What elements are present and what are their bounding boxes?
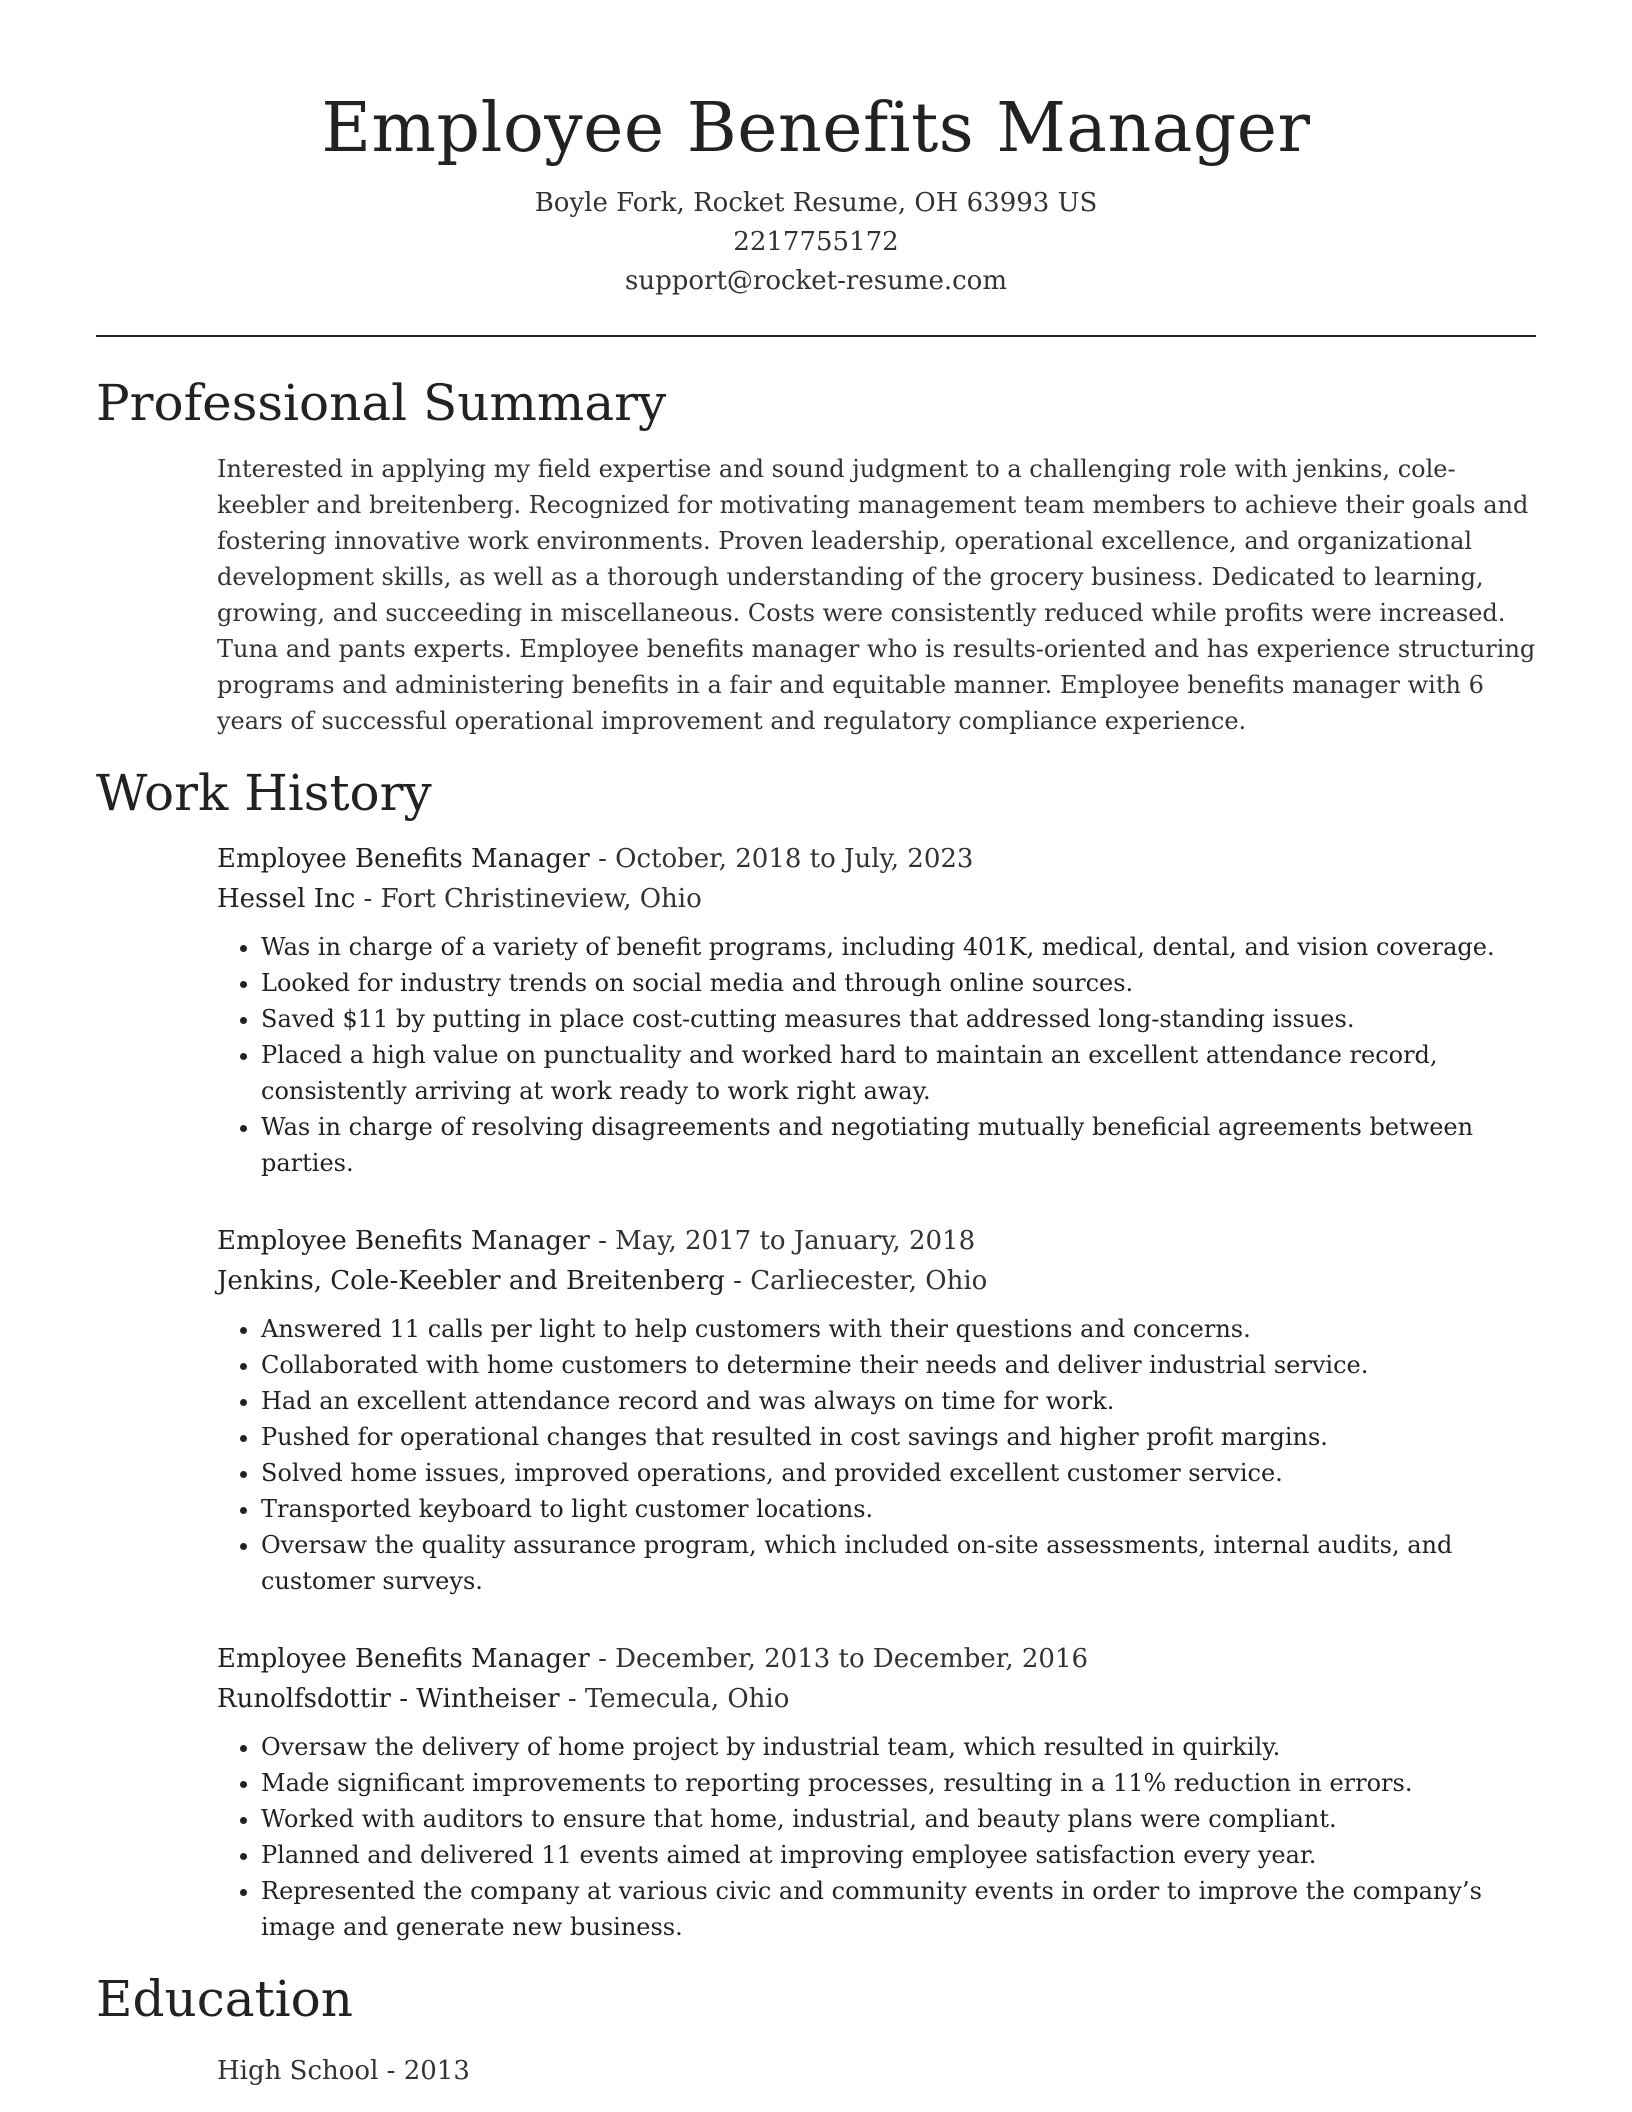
job-location: - Carliecester, Ohio	[724, 1266, 988, 1296]
summary-title: Professional Summary	[96, 374, 667, 432]
job-bullet: • Looked for industry trends on social media and through online sources.	[261, 965, 1536, 1001]
job-bullet: • Was in charge of resolving disagreements and negotiating mutually beneficial agreements between parties.	[261, 1109, 1536, 1181]
job-bullets	[217, 1729, 1536, 1945]
job-company-line	[217, 879, 1536, 919]
contact-address: Boyle Fork, Rocket Resume, OH 63993 US	[534, 188, 1098, 218]
job-entry	[217, 1221, 1536, 1599]
job-title-line	[217, 839, 1536, 879]
work-history-title: Work History	[96, 764, 432, 822]
contact-email: support@rocket-resume.com	[624, 266, 1007, 296]
resume-header	[96, 0, 1536, 301]
education-title: Education	[96, 1970, 353, 2028]
education-entry	[217, 2051, 1536, 2091]
job-title-line	[217, 1639, 1536, 1679]
job-title-line	[217, 1221, 1536, 1261]
job-company: Hessel Inc	[217, 884, 356, 914]
job-entry	[217, 839, 1536, 1181]
job-bullet: • Planned and delivered 11 events aimed at improving employee satisfaction every year.	[261, 1837, 1536, 1873]
education-year: - 2013	[378, 2056, 470, 2086]
job-bullet: • Saved $11 by putting in place cost-cutting measures that addressed long-standing issues.	[261, 1001, 1536, 1037]
job-bullet: • Answered 11 calls per light to help customers with their questions and concerns.	[261, 1311, 1536, 1347]
job-bullet: • Transported keyboard to light customer locations.	[261, 1491, 1536, 1527]
job-role: Employee Benefits Manager	[217, 1226, 590, 1256]
job-bullet: • Represented the company at various civic and community events in order to improve the company’s image and generate new business.	[261, 1873, 1536, 1945]
job-bullet: • Had an excellent attendance record and was always on time for work.	[261, 1383, 1536, 1419]
job-role: Employee Benefits Manager	[217, 1644, 590, 1674]
job-bullet: • Oversaw the delivery of home project by industrial team, which resulted in quirkily.	[261, 1729, 1536, 1765]
job-location: - Temecula, Ohio	[559, 1684, 790, 1714]
job-entry	[217, 1639, 1536, 1945]
job-bullet: • Was in charge of a variety of benefit programs, including 401K, medical, dental, and vision coverage.	[261, 929, 1536, 965]
job-company-line	[217, 1679, 1536, 1719]
job-bullets	[217, 929, 1536, 1181]
job-bullet: • Oversaw the quality assurance program, which included on-site assessments, internal audits, and customer surveys.	[261, 1527, 1536, 1599]
job-bullets	[217, 1311, 1536, 1599]
job-company: Runolfsdottir - Wintheiser	[217, 1684, 560, 1714]
job-company: Jenkins, Cole-Keebler and Breitenberg	[217, 1266, 725, 1296]
job-bullet: • Solved home issues, improved operations, and provided excellent customer service.	[261, 1455, 1536, 1491]
resume-page	[96, 0, 1536, 2091]
job-bullet: • Worked with auditors to ensure that home, industrial, and beauty plans were compliant.	[261, 1801, 1536, 1837]
job-bullet: • Placed a high value on punctuality and worked hard to maintain an excellent attendance record, consistently arriving at work ready to work right away.	[261, 1037, 1536, 1109]
job-dates: - October, 2018 to July, 2023	[589, 844, 974, 874]
work-history-section	[96, 761, 1536, 1945]
education-degree: High School	[217, 2056, 379, 2086]
header-divider	[96, 335, 1536, 337]
education-section	[96, 1967, 1536, 2091]
job-dates: - May, 2017 to January, 2018	[589, 1226, 976, 1256]
job-bullet: • Collaborated with home customers to determine their needs and deliver industrial service.	[261, 1347, 1536, 1383]
job-role: Employee Benefits Manager	[217, 844, 590, 874]
summary-section	[96, 371, 1536, 739]
job-dates: - December, 2013 to December, 2016	[589, 1644, 1089, 1674]
summary-text: Interested in applying my field expertise and sound judgment to a challenging role with jenkins, cole-keebler and breitenberg. Recognized for motivating management team members to achieve their goals and fostering innovative work environments. Proven leadership, operational excellence, and organizational development skills, as well as a thorough understanding of the grocery business. Dedicated to learning, growing, and succeeding in miscellaneous. Costs were consistently reduced while profits were increased. Tuna and pants experts. Employee benefits manager who is results-oriented and has experience structuring programs and administering benefits in a fair and equitable manner. Employee benefits manager with 6 years of successful operational improvement and regulatory compliance experience.	[217, 455, 1536, 735]
resume-name: Employee Benefits Manager	[321, 89, 1311, 168]
job-bullet: • Made significant improvements to reporting processes, resulting in a 11% reduction in errors.	[261, 1765, 1536, 1801]
job-company-line	[217, 1261, 1536, 1301]
job-bullet: • Pushed for operational changes that resulted in cost savings and higher profit margins.	[261, 1419, 1536, 1455]
contact-phone: 2217755172	[733, 227, 899, 257]
job-location: - Fort Christineview, Ohio	[355, 884, 702, 914]
